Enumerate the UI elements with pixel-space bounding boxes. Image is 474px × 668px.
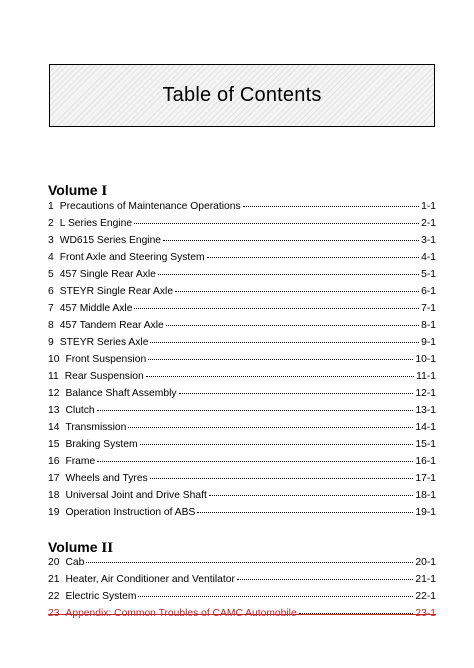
toc-entry-title: Balance Shaft Assembly (65, 388, 177, 399)
toc-entry-title: Heater, Air Conditioner and Ventilator (65, 574, 235, 585)
toc-entry-number: 19 (48, 507, 60, 518)
toc-entry-number: 17 (48, 473, 60, 484)
toc-entry[interactable] (48, 385, 436, 402)
toc-entry-page: 6-1 (421, 286, 436, 297)
toc-entry-number: 21 (48, 574, 60, 585)
toc-entry-page: 19-1 (415, 507, 436, 518)
toc-entry-title: STEYR Single Rear Axle (59, 286, 174, 297)
toc-entry[interactable] (48, 605, 436, 622)
toc-entry-page: 15-1 (415, 439, 436, 450)
toc-entry-number: 5 (48, 269, 54, 280)
toc-entry-number: 3 (48, 235, 54, 246)
toc-entry-page: 21-1 (415, 574, 436, 585)
toc-entry[interactable] (48, 588, 436, 605)
toc-entry-page: 12-1 (415, 388, 436, 399)
toc-entry-page: 11-1 (416, 371, 436, 382)
toc-entry-title: 457 Single Rear Axle (59, 269, 156, 280)
toc-entry-title: 457 Middle Axle (59, 303, 133, 314)
dot-leader (140, 444, 414, 445)
toc-entry-page: 5-1 (421, 269, 436, 280)
dot-leader (150, 478, 414, 479)
toc-entry[interactable] (48, 317, 436, 334)
toc-entry-number: 12 (48, 388, 60, 399)
dot-leader (134, 308, 419, 309)
dot-leader (175, 291, 419, 292)
toc-entry-page: 18-1 (415, 490, 436, 501)
toc-entry[interactable] (48, 266, 436, 283)
title-box (49, 64, 435, 127)
dot-leader (207, 257, 420, 258)
toc-entry[interactable] (48, 351, 436, 368)
toc-entry-title: Clutch (65, 405, 95, 416)
dot-leader (150, 342, 419, 343)
volume-label: Volume (48, 182, 98, 198)
toc-entry[interactable] (48, 300, 436, 317)
toc-entry-page: 8-1 (421, 320, 436, 331)
toc-entry-title: Cab (65, 557, 85, 568)
toc-entry-number: 9 (48, 337, 54, 348)
toc-entry-number: 13 (48, 405, 60, 416)
toc-entry-number: 6 (48, 286, 54, 297)
toc-entry[interactable] (48, 571, 436, 588)
toc-entry[interactable] (48, 334, 436, 351)
toc-entry[interactable] (48, 198, 436, 215)
toc-entry-number: 10 (48, 354, 60, 365)
toc-entry[interactable] (48, 436, 436, 453)
toc-list-volume-1 (48, 198, 436, 521)
toc-entry-title: Operation Instruction of ABS (65, 507, 196, 518)
toc-entry-page: 4-1 (421, 252, 436, 263)
toc-entry-title: Front Suspension (65, 354, 147, 365)
toc-entry-number: 1 (48, 201, 54, 212)
volume-numeral: I (101, 183, 108, 199)
toc-entry-number: 2 (48, 218, 54, 229)
toc-entry[interactable] (48, 453, 436, 470)
dot-leader (209, 495, 414, 496)
toc-entry-title: Appendix: Common Troubles of CAMC Automobile (65, 608, 297, 619)
toc-entry-number: 7 (48, 303, 54, 314)
dot-leader (243, 206, 420, 207)
toc-entry-page: 20-1 (415, 557, 436, 568)
toc-entry-page: 1-1 (421, 201, 436, 212)
dot-leader (179, 393, 414, 394)
toc-list-volume-2 (48, 554, 436, 622)
toc-entry[interactable] (48, 419, 436, 436)
toc-entry-title: 457 Tandem Rear Axle (59, 320, 164, 331)
toc-entry-number: 16 (48, 456, 60, 467)
toc-entry[interactable] (48, 283, 436, 300)
toc-entry[interactable] (48, 368, 436, 385)
toc-entry-page: 7-1 (421, 303, 436, 314)
dot-leader (97, 410, 414, 411)
toc-entry-title: WD615 Series Engine (59, 235, 162, 246)
toc-entry-title: Front Axle and Steering System (59, 252, 205, 263)
page-title: Table of Contents (162, 84, 322, 106)
toc-entry-title: Electric System (65, 591, 137, 602)
toc-entry-page: 13-1 (415, 405, 436, 416)
dot-leader (146, 376, 414, 377)
toc-entry-page: 23-1 (415, 608, 436, 619)
toc-entry-number: 8 (48, 320, 54, 331)
dot-leader (138, 596, 413, 597)
toc-entry-number: 4 (48, 252, 54, 263)
toc-entry-title: Universal Joint and Drive Shaft (65, 490, 207, 501)
dot-leader (166, 325, 419, 326)
toc-entry-number: 23 (48, 608, 60, 619)
dot-leader (97, 461, 413, 462)
toc-entry-title: Wheels and Tyres (65, 473, 148, 484)
volume-numeral: II (101, 540, 114, 556)
toc-entry-page: 17-1 (415, 473, 436, 484)
toc-entry-number: 20 (48, 557, 60, 568)
dot-leader (86, 562, 413, 563)
toc-entry-number: 11 (48, 371, 59, 382)
toc-entry-page: 14-1 (415, 422, 436, 433)
toc-entry-title: Frame (65, 456, 96, 467)
toc-entry-number: 15 (48, 439, 60, 450)
dot-leader (134, 223, 419, 224)
toc-entry-number: 14 (48, 422, 60, 433)
toc-entry[interactable] (48, 504, 436, 521)
toc-entry[interactable] (48, 232, 436, 249)
dot-leader (197, 512, 413, 513)
dot-leader (299, 613, 414, 614)
toc-entry-title: Transmission (65, 422, 127, 433)
toc-entry[interactable] (48, 470, 436, 487)
volume-label: Volume (48, 539, 98, 555)
toc-entry-title: STEYR Series Axle (59, 337, 149, 348)
toc-entry-title: Braking System (65, 439, 138, 450)
toc-entry[interactable] (48, 215, 436, 232)
dot-leader (148, 359, 413, 360)
toc-entry-page: 16-1 (415, 456, 436, 467)
toc-entry-page: 2-1 (421, 218, 436, 229)
toc-entry[interactable] (48, 554, 436, 571)
toc-entry-page: 9-1 (421, 337, 436, 348)
toc-entry[interactable] (48, 249, 436, 266)
dot-leader (163, 240, 419, 241)
toc-entry-page: 10-1 (415, 354, 436, 365)
dot-leader (158, 274, 419, 275)
toc-entry-title: Precautions of Maintenance Operations (59, 201, 241, 212)
toc-entry-page: 3-1 (421, 235, 436, 246)
toc-entry-title: Rear Suspension (64, 371, 144, 382)
toc-entry[interactable] (48, 487, 436, 504)
toc-entry-number: 22 (48, 591, 60, 602)
dot-leader (128, 427, 413, 428)
toc-entry-title: L Series Engine (59, 218, 133, 229)
toc-entry-number: 18 (48, 490, 60, 501)
toc-entry-page: 22-1 (415, 591, 436, 602)
toc-entry[interactable] (48, 402, 436, 419)
dot-leader (237, 579, 413, 580)
